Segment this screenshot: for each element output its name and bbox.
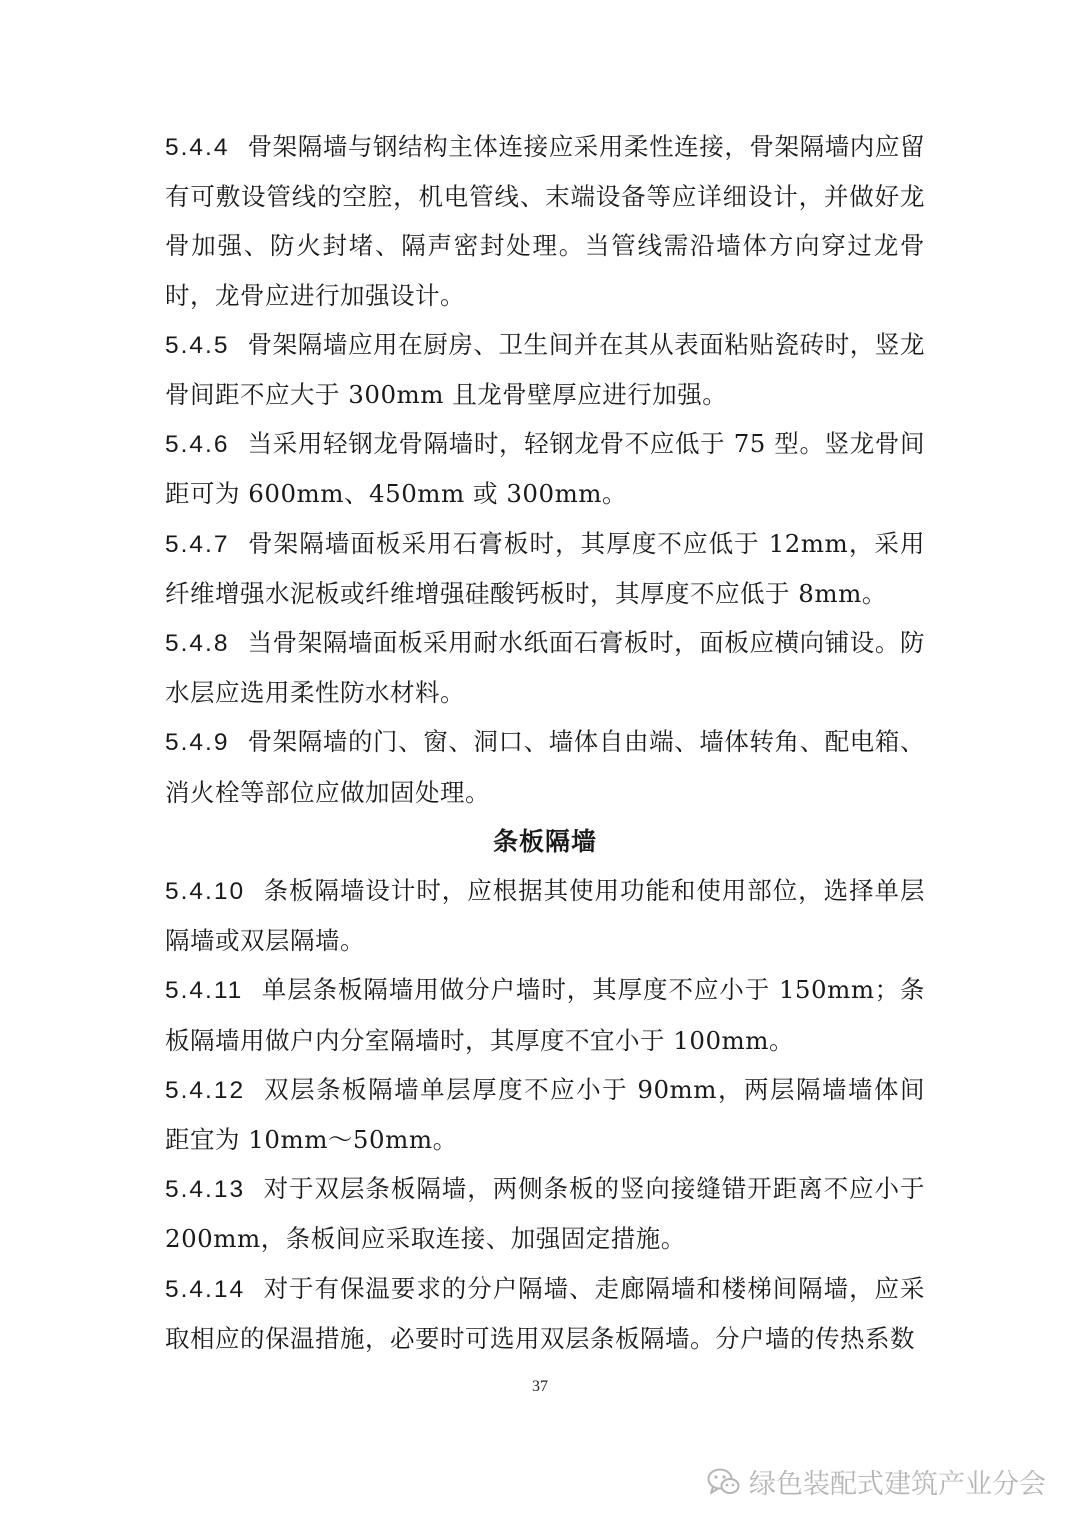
clause-5-4-7 [165,519,925,618]
clause-number: 5.4.14 [165,1275,246,1303]
clause-text: 双层条板隔墙单层厚度不应小于 90mm，两层隔墙墙体间距宜为 10mm～50mm。 [165,1074,925,1155]
section-heading: 条板隔墙 [492,826,597,856]
clause-text: 单层条板隔墙用做分户墙时，其厚度不应小于 150mm；条板隔墙用做户内分室隔墙时，其厚度不宜小于 100mm。 [165,975,925,1055]
clause-5-4-14 [165,1264,925,1363]
clause-number: 5.4.13 [165,1176,246,1204]
clause-number: 5.4.10 [165,878,246,906]
clause-text: 对于双层条板隔墙，两侧条板的竖向接缝错开距离不应小于200mm，条板间应采取连接、加强固定措施。 [165,1174,925,1254]
document-body [165,122,925,1363]
clause-number: 5.4.12 [165,1076,246,1104]
clause-text: 骨架隔墙与钢结构主体连接应采用柔性连接，骨架隔墙内应留有可敷设管线的空腔，机电管线、末端设备等应详细设计，并做好龙骨加强、防火封堵、隔声密封处理。当管线需沿墙体方向穿过龙骨时，龙骨应进行加强设计。 [165,132,925,310]
clause-5-4-10 [165,866,925,965]
clause-number: 5.4.6 [165,431,230,459]
clause-number: 5.4.9 [165,729,230,757]
clause-5-4-13 [165,1164,925,1263]
clause-number: 5.4.4 [165,134,230,161]
watermark-text: 绿色装配式建筑产业分会 [749,1469,1046,1500]
wechat-icon [707,1467,741,1497]
clause-number: 5.4.5 [165,331,230,359]
clause-text: 当骨架隔墙面板采用耐水纸面石膏板时，面板应横向铺设。防水层应选用柔性防水材料。 [165,628,925,708]
clause-text: 骨架隔墙面板采用石膏板时，其厚度不应低于 12mm，采用纤维增强水泥板或纤维增强硅酸钙板时，其厚度不应低于 8mm。 [165,528,925,608]
clause-number: 5.4.8 [165,630,230,658]
clause-5-4-4 [165,122,925,320]
clause-5-4-12 [165,1065,925,1164]
clause-text: 骨架隔墙应用在厨房、卫生间并在其从表面粘贴瓷砖时，竖龙骨间距不应大于 300mm 且龙骨壁厚应进行加强。 [165,329,925,410]
page-number: 37 [532,1378,548,1395]
clause-text: 条板隔墙设计时，应根据其使用功能和使用部位，选择单层隔墙或双层隔墙。 [165,876,925,956]
clause-text: 对于有保温要求的分户隔墙、走廊隔墙和楼梯间隔墙，应采取相应的保温措施，必要时可选用双层条板隔墙。分户墙的传热系数 [165,1273,925,1353]
clause-5-4-11 [165,965,925,1064]
clause-number: 5.4.11 [165,977,244,1005]
clause-5-4-6 [165,419,925,518]
clause-5-4-8 [165,618,925,717]
clause-text: 骨架隔墙的门、窗、洞口、墙体自由端、墙体转角、配电箱、消火栓等部位应做加固处理。 [165,727,925,807]
watermark [707,1462,1046,1501]
clause-5-4-5 [165,320,925,419]
clause-5-4-9 [165,717,925,816]
clause-text: 当采用轻钢龙骨隔墙时，轻钢龙骨不应低于 75 型。竖龙骨间距可为 600mm、450mm 或 300mm。 [165,429,925,509]
clause-number: 5.4.7 [165,530,230,558]
